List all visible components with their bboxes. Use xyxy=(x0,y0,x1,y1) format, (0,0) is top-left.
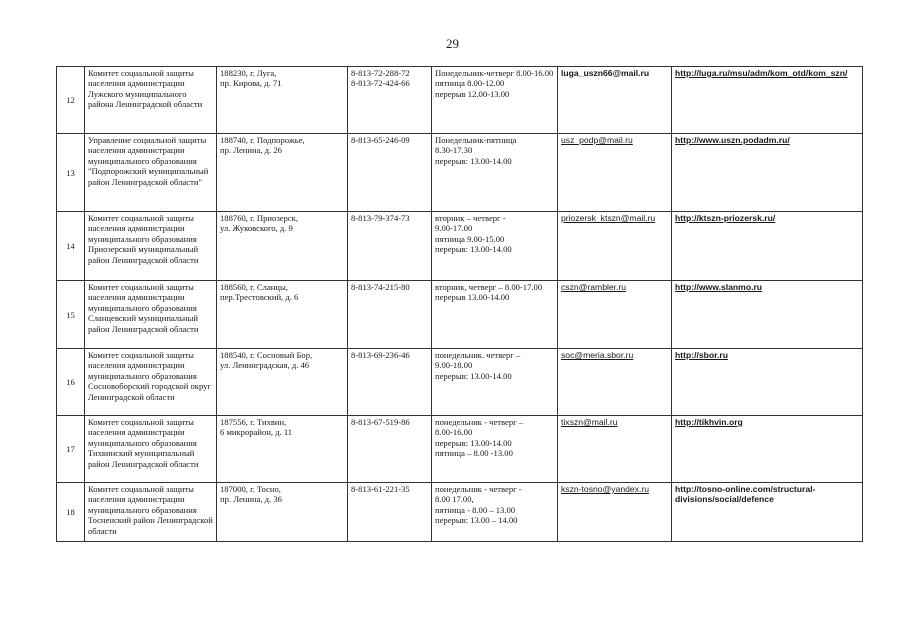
website-link[interactable]: http://tikhvin.org xyxy=(675,417,743,427)
row-number: 13 xyxy=(57,134,85,212)
email-cell xyxy=(558,483,672,542)
website-link[interactable]: http://tosno-online.com/structural-divisions/social/defence xyxy=(675,484,816,505)
table-row xyxy=(57,483,863,542)
table-row xyxy=(57,67,863,134)
website-cell xyxy=(672,349,863,416)
organization-name: Комитет социальной защиты населения администрации муниципального образования Сланцевский муниципальный район Ленинградской области xyxy=(85,281,217,349)
organization-name: Комитет социальной защиты населения администрации муниципального образования Приозерский муниципальный район Ленинградской области xyxy=(85,212,217,281)
email-link[interactable]: soc@meria.sbor.ru xyxy=(561,350,634,360)
email-link[interactable]: cszn@rambler.ru xyxy=(561,282,627,292)
phone: 8-813-79-374-73 xyxy=(348,212,432,281)
address: 188230, г. Луга, пр. Кирова, д. 71 xyxy=(217,67,348,134)
address: 187000, г. Тосно, пр. Ленина, д. 36 xyxy=(217,483,348,542)
row-number: 15 xyxy=(57,281,85,349)
working-hours: Понедельник-пятница 8.30-17.30 перерыв: 13.00-14.00 xyxy=(432,134,558,212)
email-link[interactable]: priozersk_ktszn@mail.ru xyxy=(561,213,656,223)
email-link[interactable]: luga_uszn66@mail.ru xyxy=(561,68,650,78)
social-protection-contacts-table xyxy=(56,66,863,542)
email-link[interactable]: tixszn@mail.ru xyxy=(561,417,618,427)
organization-name: Комитет социальной защиты населения администрации муниципального образования Тихвинский муниципальный район Ленинградской области xyxy=(85,416,217,483)
address: 188560, г. Сланцы, пер.Трестовский, д. 6 xyxy=(217,281,348,349)
table-row xyxy=(57,416,863,483)
email-link[interactable]: usz_podp@mail.ru xyxy=(561,135,633,145)
organization-name: Комитет социальной защиты населения администрации муниципального образования Сосновоборский городской округ Ленинградской области xyxy=(85,349,217,416)
address: 188740, г. Подпорожье, пр. Ленина, д. 26 xyxy=(217,134,348,212)
email-link[interactable]: kszn-tosno@yandex.ru xyxy=(561,484,650,494)
email-cell xyxy=(558,134,672,212)
working-hours: понедельник. четверг – 9.00-18.00 перерыв: 13.00-14.00 xyxy=(432,349,558,416)
table-row xyxy=(57,349,863,416)
row-number: 18 xyxy=(57,483,85,542)
table-row xyxy=(57,212,863,281)
working-hours: вторник, четверг – 8.00-17.00 перерыв 13.00-14.00 xyxy=(432,281,558,349)
address: 188540, г. Сосновый Бор, ул. Ленинградская, д. 46 xyxy=(217,349,348,416)
table-row xyxy=(57,134,863,212)
website-link[interactable]: http://luga.ru/msu/adm/kom_otd/kom_szn/ xyxy=(675,68,848,78)
page-number: 29 xyxy=(446,36,459,51)
email-cell xyxy=(558,281,672,349)
phone: 8-813-65-246-09 xyxy=(348,134,432,212)
email-cell xyxy=(558,416,672,483)
phone: 8-813-69-236-46 xyxy=(348,349,432,416)
row-number: 17 xyxy=(57,416,85,483)
working-hours: понедельник - четверг – 8.00-16.00 перерыв: 13.00-14.00 пятница – 8.00 -13.00 xyxy=(432,416,558,483)
website-cell xyxy=(672,281,863,349)
email-cell xyxy=(558,67,672,134)
website-cell xyxy=(672,416,863,483)
working-hours: вторник – четверг - 9.00-17.00 пятница 9.00-15.00 перерыв: 13.00-14.00 xyxy=(432,212,558,281)
address: 188760, г. Приозерск, ул. Жуковского, д. 9 xyxy=(217,212,348,281)
organization-name: Управление социальной защиты населения администрации муниципального образования "Подпорожский муниципальный район Ленинградской области" xyxy=(85,134,217,212)
row-number: 14 xyxy=(57,212,85,281)
website-link[interactable]: http://www.uszn.podadm.ru/ xyxy=(675,135,790,145)
phone: 8-813-74-215-80 xyxy=(348,281,432,349)
table-row xyxy=(57,281,863,349)
phone: 8-813-61-221-35 xyxy=(348,483,432,542)
working-hours: Понедельник-четверг 8.00-16.00 пятница 8.00-12.00 перерыв 12.00-13.00 xyxy=(432,67,558,134)
row-number: 16 xyxy=(57,349,85,416)
address: 187556, г. Тихвин, 6 микрорайон, д. 11 xyxy=(217,416,348,483)
working-hours: понедельник - четверг - 8.00 17.00, пятница - 8.00 – 13.00 перерыв: 13.00 – 14.00 xyxy=(432,483,558,542)
website-link[interactable]: http://www.slanmo.ru xyxy=(675,282,763,292)
website-cell xyxy=(672,134,863,212)
email-cell xyxy=(558,212,672,281)
website-cell xyxy=(672,212,863,281)
website-cell xyxy=(672,67,863,134)
organization-name: Комитет социальной защиты населения администрации муниципального образования Тосненский район Ленинградской области xyxy=(85,483,217,542)
website-link[interactable]: http://sbor.ru xyxy=(675,350,728,360)
phone: 8-813-72-288-72 8-813-72-424-66 xyxy=(348,67,432,134)
email-cell xyxy=(558,349,672,416)
website-cell xyxy=(672,483,863,542)
phone: 8-813-67-519-86 xyxy=(348,416,432,483)
website-link[interactable]: http://ktszn-priozersk.ru/ xyxy=(675,213,776,223)
organization-name: Комитет социальной защиты населения администрации Лужского муниципального района Ленинградской области xyxy=(85,67,217,134)
row-number: 12 xyxy=(57,67,85,134)
